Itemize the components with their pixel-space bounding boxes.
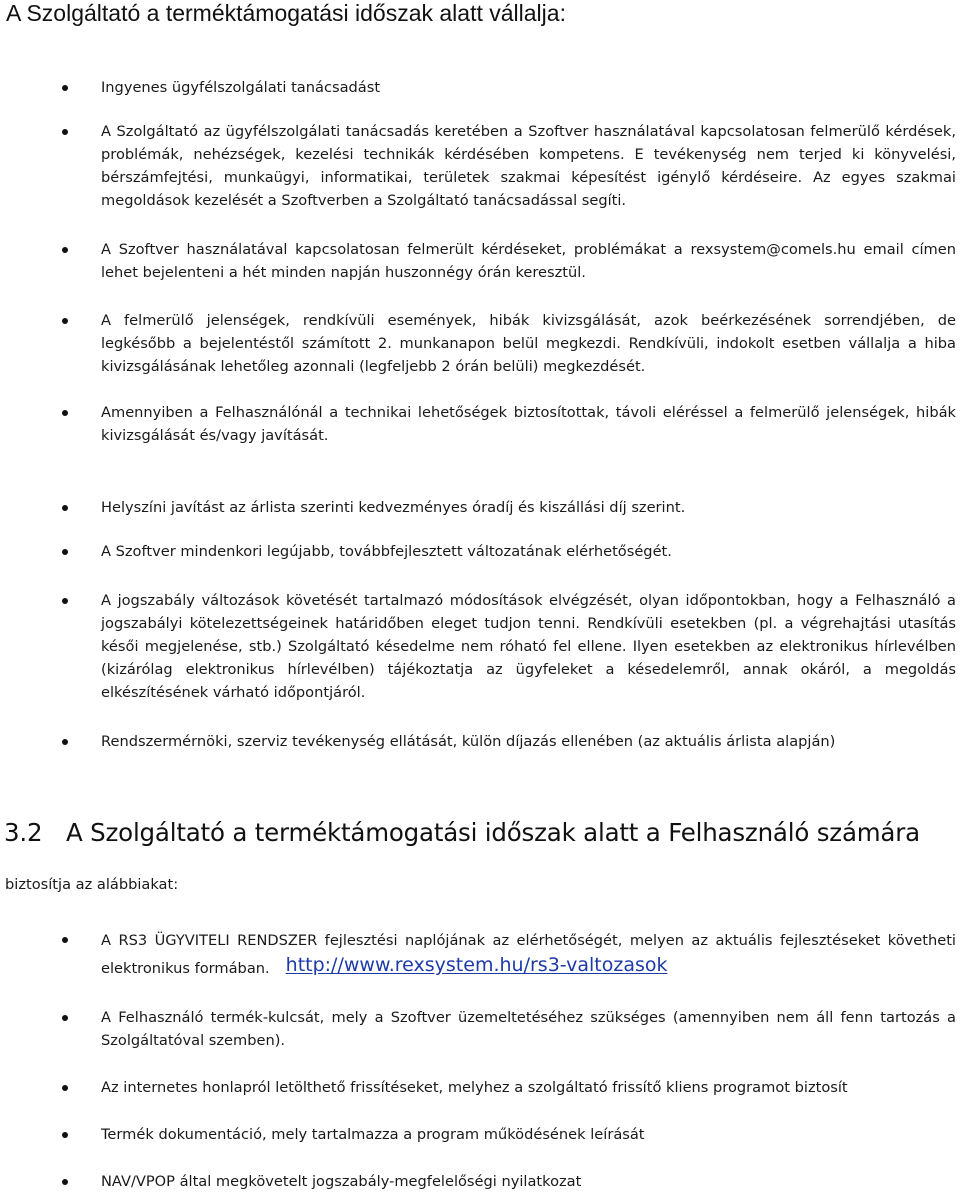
list-item-text: NAV/VPOP által megkövetelt jogszabály-megfelelőségi nyilatkozat	[101, 1173, 582, 1190]
list-item-text: késői megjelenése, stb.) Szolgáltató késedelme nem róható fel ellene. Ilyen esetekben az elektronikus hírlevélben	[101, 638, 956, 655]
list-item-text: problémák, nehézségek, kezelési technikák kérdésében kompetens. E tevékenység nem terjed ki könyvelési,	[101, 146, 956, 163]
list-item-text: A RS3 ÜGYVITELI RENDSZER fejlesztési naplójának az elérhetőségét, melyen az aktuális fejlesztéseket követheti	[101, 932, 956, 949]
list-item-text: elektronikus formában.	[101, 960, 270, 977]
list-item-text: A Szolgáltató az ügyfélszolgálati tanácsadás keretében a Szoftver használatával kapcsolatosan felmerülő kérdések,	[101, 123, 956, 140]
bullet-icon	[62, 739, 68, 745]
list-item-text: legkésőbb a bejelentéstől számított 2. munkanapon belül megkezdi. Rendkívüli, indokolt esetben vállalja a hiba	[101, 335, 956, 352]
list-item-text: Ingyenes ügyfélszolgálati tanácsadást	[101, 79, 381, 96]
list-item-text: Amennyiben a Felhasználónál a technikai lehetőségek biztosítottak, távoli eléréssel a felmerülő jelenségek, hibák	[101, 404, 956, 421]
bullet-icon	[62, 318, 68, 324]
list-item-text: kivizsgálásának lehetőleg azonnali (legfeljebb 2 órán belüli) megkezdését.	[101, 358, 646, 375]
list-item-text: elkészítésének várható időpontjáról.	[101, 684, 366, 701]
section-heading	[4, 818, 920, 847]
section-number: 3.2	[4, 818, 43, 847]
section-intro: biztosítja az alábbiakat:	[5, 876, 179, 893]
list-item-text: bérszámfejtési, munkaügyi, informatikai, területek szakmai képesítést igénylő kérdéseire. Az egyes szakmai	[101, 169, 956, 186]
bullet-icon	[62, 410, 68, 416]
list-item-text: jogszabályi kötelezettségeinek határidőben eleget tudjon tenni. Rendkívüli esetekben (pl. a végrehajtási utasítás	[101, 615, 956, 632]
list-item-text: megoldások kezelését a Szoftverben a Szolgáltató tanácsadással segíti.	[101, 192, 627, 209]
list-item-text: A Szoftver használatával kapcsolatosan felmerült kérdéseket, problémákat a rexsystem@comels.hu email címen	[101, 241, 956, 258]
bullet-icon	[62, 549, 68, 555]
bullet-icon	[62, 247, 68, 253]
section-title: A Szolgáltató a terméktámogatási időszak alatt a Felhasználó számára	[66, 818, 920, 847]
bullet-icon	[62, 598, 68, 604]
list-item-text: A Felhasználó termék-kulcsát, mely a Szoftver üzemeltetéséhez szükséges (amennyiben nem áll fenn tartozás a	[101, 1009, 956, 1026]
bullet-icon	[62, 505, 68, 511]
bullet-icon	[62, 1015, 68, 1021]
bullet-icon	[62, 1179, 68, 1185]
list-item-text: kivizsgálását és/vagy javítását.	[101, 427, 329, 444]
list-item-text: Szolgáltatóval szemben).	[101, 1032, 286, 1049]
list-item-text: A jogszabály változások követését tartalmazó módosítások elvégzését, olyan időpontokban, hogy a Felhasználó a	[101, 592, 956, 609]
list-item-text: Termék dokumentáció, mely tartalmazza a program működésének leírását	[101, 1126, 645, 1143]
list-item-text: Rendszermérnöki, szerviz tevékenység ellátását, külön díjazás ellenében (az aktuális árlista alapján)	[101, 733, 836, 750]
bullet-icon	[62, 85, 68, 91]
list-item-text: lehet bejelenteni a hét minden napján huszonnégy órán keresztül.	[101, 264, 586, 281]
list-item-text: (kizárólag elektronikus hírlevélben) tájékoztatja az ügyfeleket a késedelemről, annak okáról, a megoldás	[101, 661, 956, 678]
list-item-text: A felmerülő jelenségek, rendkívüli események, hibák kivizsgálását, azok beérkezésének sorrendjében, de	[101, 312, 956, 329]
bullet-icon	[62, 937, 68, 943]
bullet-icon	[62, 1132, 68, 1138]
list-item-text: A Szoftver mindenkori legújabb, továbbfejlesztett változatának elérhetőségét.	[101, 543, 672, 560]
list-item-text: Helyszíni javítást az árlista szerinti kedvezményes óradíj és kiszállási díj szerint.	[101, 499, 686, 516]
changelog-link[interactable]: http://www.rexsystem.hu/rs3-valtozasok	[285, 954, 668, 976]
list-item-text: Az internetes honlapról letölthető frissítéseket, melyhez a szolgáltató frissítő kliens programot biztosít	[101, 1079, 848, 1096]
bullet-icon	[62, 1085, 68, 1091]
page-heading: A Szolgáltató a terméktámogatási időszak alatt vállalja:	[6, 0, 566, 26]
bullet-icon	[62, 129, 68, 135]
